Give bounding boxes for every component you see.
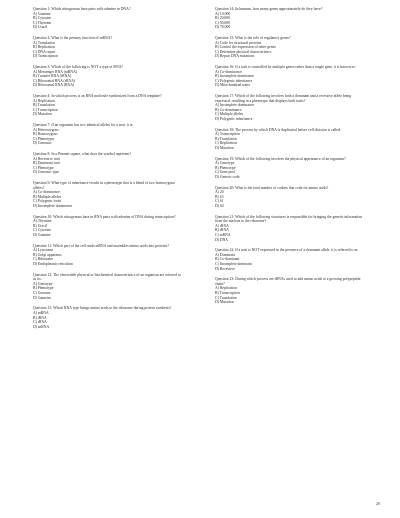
answer-option: B) Co-dominant [215, 257, 240, 262]
answer-option: C) Phenotypic [33, 136, 55, 141]
question-block [215, 65, 365, 88]
answer-option: B) Phenotype [215, 165, 236, 170]
answer-option: A) Code for structural proteins [215, 40, 262, 45]
answer-option: D) 64 [215, 203, 224, 208]
answer-option: B) Golgi apparatus [33, 252, 62, 257]
answer-option: A) Guanine [33, 11, 51, 16]
answer-option: C) Translation [215, 295, 237, 300]
answer-option: C) Ribosome [33, 257, 53, 262]
question-text: Question 15: What is the role of regulatory genes? [215, 36, 291, 41]
answer-option: A) Translation [33, 40, 55, 45]
question-text: Question 14: In humans, how many genes approximately do they have? [215, 7, 323, 11]
answer-option: C) Genome [33, 291, 51, 296]
answer-option: B) Homozygous [33, 132, 58, 137]
answer-option: A) Co-dominance [33, 190, 60, 195]
answer-option: D) Ribosomal RNA (RNA) [33, 83, 75, 88]
answer-option: C) Polygenic inheritance [215, 78, 253, 83]
question-block [33, 7, 183, 30]
answer-option: D) Genomic type [33, 170, 60, 175]
question-text: Question 20: What is the total number of codons that code for amino acids? [215, 185, 329, 190]
question-text: Question 17: Which of the following involves both a dominant and a recessive allele being expressed, resulting in a phenotype that displays both traits? [215, 94, 352, 103]
question-block [33, 65, 183, 88]
answer-option: A) mRNA [33, 310, 49, 315]
question-block [33, 181, 183, 208]
answer-option: B) Transfer RNA (tRNA) [33, 74, 72, 79]
question-text: Question 22: If a trait is NOT expressed in the presence of a dominant allele, it is referred to as: [215, 248, 359, 253]
answer-option: C) 50,000 [215, 20, 230, 25]
answer-option: C) mRNA [215, 232, 231, 237]
question-block [33, 152, 183, 175]
answer-option: C) rRNA [33, 320, 47, 325]
answer-option: B) Control the expression of other genes [215, 45, 276, 50]
answer-option: B) Translation [33, 103, 55, 108]
question-block [33, 273, 183, 300]
question-text: Question 12: The observable physical or biochemical characteristics of an organism are referred to as its: [33, 272, 181, 282]
question-block [215, 277, 365, 304]
answer-option: C) Thymine [33, 20, 52, 25]
question-text: Question 3: Which of the following is NOT a type of RNA? [33, 65, 123, 70]
answer-option: D) Endoplasmic reticulum [33, 261, 73, 266]
question-block [33, 244, 183, 267]
question-text: Question 7: If an organism has two identical alleles for a trait, it is: [33, 123, 134, 128]
question-text: Question 18: The process by which DNA is duplicated before cell division is called: [215, 127, 342, 132]
answer-option: D) Polygenic inheritance [215, 116, 253, 121]
answer-option: D) Mutation [33, 112, 52, 117]
question-block [215, 36, 365, 59]
answer-option: C) 61 [215, 199, 224, 204]
question-text: Question 8: In a Punnett square, what does the symbol represent? [33, 152, 131, 157]
answer-option: D) DNA [215, 237, 229, 242]
answer-option: A) Lysosome [33, 248, 54, 253]
answer-option: B) rRNA [215, 228, 229, 233]
answer-option: D) Gametes [33, 295, 52, 300]
answer-option: B) 23 [215, 194, 224, 199]
right-question-column [215, 7, 365, 311]
question-text: Question 11: Which part of the cell reads mRNA and assembles amino acids into proteins? [33, 243, 170, 248]
question-text: Question 1: Which nitrogenous base pairs with adenine in DNA? [33, 7, 131, 11]
answer-option: D) snRNA [33, 324, 50, 329]
answer-option: B) Uracil [33, 223, 48, 228]
answer-option: C) Ribosomal RNA (rRNA) [33, 78, 76, 83]
answer-option: D) Uracil [33, 25, 48, 30]
question-block [215, 94, 365, 121]
question-block [33, 123, 183, 146]
question-block [215, 215, 365, 242]
question-block [33, 215, 183, 238]
answer-option: A) Genotype [33, 281, 53, 286]
answer-option: B) Phenotype [33, 286, 54, 291]
answer-option: D) Repair DNA mutations [215, 54, 255, 59]
answer-option: D) Transcription [33, 54, 58, 59]
answer-option: A) 10,000 [215, 11, 231, 16]
answer-option: C) Cytosine [33, 228, 52, 233]
answer-option: B) tRNA [33, 315, 47, 320]
question-text: Question 21: Which of the following structures is responsible for bringing the genetic information from the nucleus to the ribosome? [215, 214, 363, 224]
answer-option: A) Replication [215, 286, 238, 291]
answer-option: C) Transcription [33, 107, 58, 112]
answer-option: B) Dominant trait [33, 161, 60, 166]
answer-option: D) Recessive [215, 266, 235, 271]
answer-option: A) Replication [33, 98, 56, 103]
answer-option: A) Messenger RNA (mRNA) [33, 69, 78, 74]
question-block [215, 7, 365, 30]
answer-option: A) Dominant [215, 252, 235, 257]
left-question-column [33, 7, 183, 335]
answer-option: A) Co-dominance [215, 69, 242, 74]
answer-option: D) Mutation [215, 300, 234, 305]
answer-option: D) Genomic [33, 141, 52, 146]
question-text: Question 23: During which process are tRNAs used to add amino acids to a growing polypeptide chain? [215, 277, 361, 286]
question-text: Question 16: If a trait is controlled by multiple genes rather than a single gene, it is known as: [215, 65, 356, 70]
answer-option: B) Multiple alleles [33, 194, 62, 199]
answer-option: D) Mitochondrial traits [215, 83, 250, 88]
answer-option: A) Recessive trait [33, 156, 60, 161]
answer-option: A) tRNA [215, 223, 229, 228]
answer-option: C) Determine physical characteristics [215, 49, 272, 54]
answer-option: C) Replication [215, 141, 237, 146]
answer-option: A) Heterozygous [33, 127, 59, 132]
page-number: 20 [376, 502, 380, 506]
answer-option: A) Incomplete dominance [215, 103, 255, 108]
question-text: Question 9: What type of inheritance results in a phenotype that is a blend of two homozygous alleles? [33, 181, 175, 190]
question-text: Question 19: Which of the following involves the physical appearance of an organism? [215, 156, 346, 161]
question-block [215, 248, 365, 271]
answer-option: C) Phenotype [33, 165, 54, 170]
answer-option: C) Gene pool [215, 170, 236, 175]
answer-option: C) DNA repair [33, 49, 56, 54]
question-text: Question 2: What is the primary function of mRNA? [33, 36, 113, 41]
question-block [215, 186, 365, 209]
question-text: Question 10: Which nitrogenous base in RNA pairs with adenine of DNA during transcription? [33, 214, 176, 219]
answer-option: A) Genotype [215, 161, 235, 166]
answer-option: B) Cytosine [33, 16, 52, 21]
answer-option: C) Polygenic traits [33, 199, 62, 204]
answer-option: D) 70,000 [215, 25, 231, 30]
answer-option: C) Multiple alleles [215, 112, 244, 117]
answer-option: C) Incomplete dominant [215, 261, 252, 266]
answer-option: D) Mutation [215, 145, 234, 150]
answer-option: D) Incomplete dominance [33, 203, 73, 208]
question-text: Question 4: In which process is an RNA molecule synthesized from a DNA template? [33, 94, 162, 99]
answer-option: A) Thymine [33, 219, 52, 224]
question-block [33, 94, 183, 117]
answer-option: A) Transcription [215, 132, 240, 137]
answer-option: D) Genetic code [215, 174, 240, 179]
answer-option: B) 20,000 [215, 16, 230, 21]
answer-option: B) Transcription [215, 291, 240, 296]
question-block [215, 128, 365, 151]
question-block [33, 306, 183, 329]
answer-option: D) Guanine [33, 232, 51, 237]
answer-option: B) Incomplete dominance [215, 74, 254, 79]
question-block [33, 36, 183, 59]
question-text: Question 15: Which RNA type brings amino acids to the ribosome during protein synthesis? [33, 306, 172, 311]
question-block [215, 157, 365, 180]
answer-option: B) Replication [33, 45, 55, 50]
answer-option: A) 20 [215, 190, 224, 195]
answer-option: B) Co-dominance [215, 107, 242, 112]
answer-option: B) Translation [215, 136, 237, 141]
